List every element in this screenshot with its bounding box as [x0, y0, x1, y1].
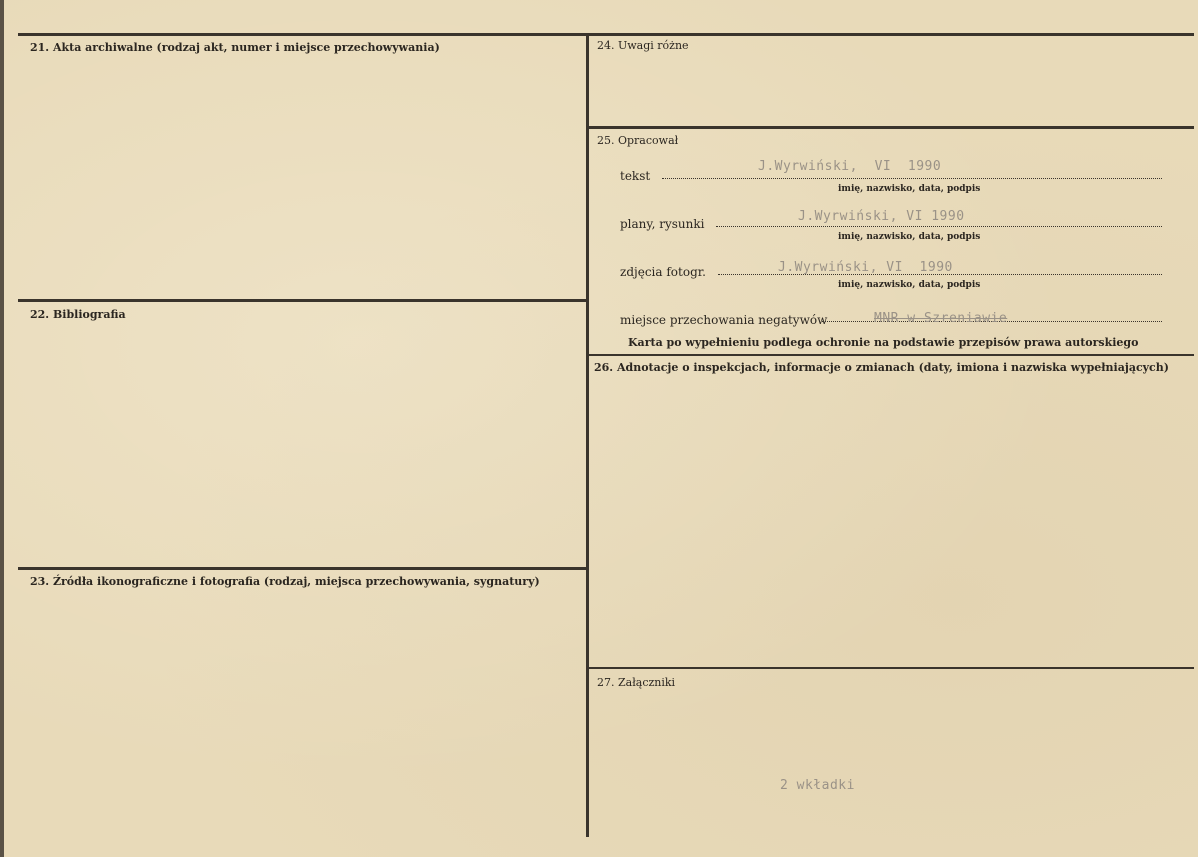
section-27-label: 27. Załączniki [597, 676, 676, 689]
card-edge [0, 0, 4, 857]
section-26-label: 26. Adnotacje o inspekcjach, informacje o zmianach (daty, imiona i nazwiska wypełniających) [594, 361, 1169, 374]
zdjecia-label: zdjęcia fotogr. [620, 265, 706, 279]
section-23-label: 23. Źródła ikonograficzne i fotografia (rodzaj, miejsca przechowywania, sygnatury) [30, 575, 540, 588]
column-divider [586, 35, 589, 837]
divider-24-25 [588, 126, 1194, 129]
section-21-label: 21. Akta archiwalne (rodzaj akt, numer i miejsce przechowywania) [30, 41, 440, 54]
plany-line [716, 226, 1162, 227]
section-22-label: 22. Bibliografia [30, 308, 126, 321]
section-24-label: 24. Uwagi różne [597, 39, 689, 52]
divider-25-26 [588, 354, 1194, 356]
section-25-label: 25. Opracował [597, 134, 679, 147]
zdjecia-value: J.Wyrwiński, VI 1990 [778, 260, 953, 275]
plany-value: J.Wyrwiński, VI 1990 [798, 209, 965, 224]
tekst-line [662, 178, 1162, 179]
plany-label: plany, rysunki [620, 217, 705, 231]
plany-caption: imię, nazwisko, data, podpis [838, 232, 981, 242]
tekst-label: tekst [620, 169, 651, 183]
negatywy-label: miejsce przechowania negatywów [620, 313, 828, 327]
tekst-value: J.Wyrwiński, VI 1990 [758, 159, 942, 174]
divider-26-27 [588, 667, 1194, 669]
copyright-notice: Karta po wypełnieniu podlega ochronie na podstawie przepisów prawa autorskiego [628, 336, 1139, 349]
divider-22-23 [18, 567, 588, 570]
top-border [18, 33, 1194, 36]
zalaczniki-value: 2 wkładki [780, 778, 855, 793]
divider-21-22 [18, 299, 588, 302]
zdjecia-caption: imię, nazwisko, data, podpis [838, 280, 981, 290]
tekst-caption: imię, nazwisko, data, podpis [838, 184, 981, 194]
negatywy-value: MNR w Szreniawie [874, 311, 1008, 326]
